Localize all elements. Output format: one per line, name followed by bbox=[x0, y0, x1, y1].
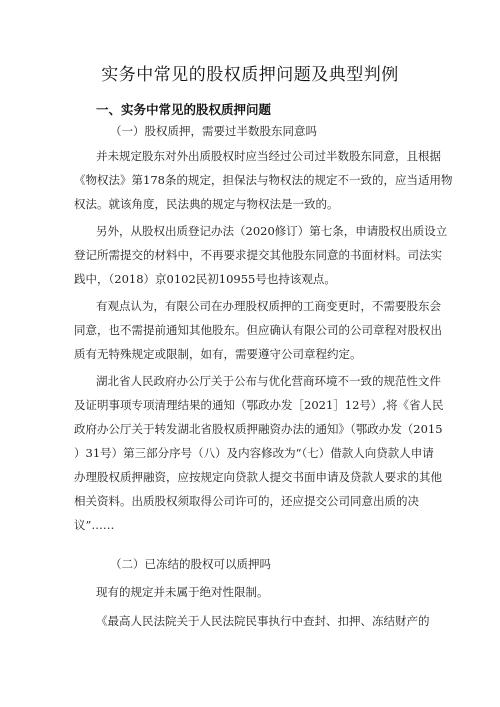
paragraph-line: 并未规定股东对外出质股权时应当经过公司过半数股东同意，且根据 bbox=[96, 149, 441, 163]
paragraph-line: 湖北省人民政府办公厅关于公布与优化营商环境不一致的规范性文件 bbox=[96, 374, 441, 388]
paragraph-line: 办理股权质押融资，应按规定向贷款人提交书面申请及贷款人要求的其他 bbox=[74, 470, 442, 484]
paragraph-line: 同意，也不需提前通知其他股东。但应确认有限公司的公司章程对股权出 bbox=[74, 323, 442, 337]
paragraph-line: 登记所需提交的材料中，不再要求提交其他股东同意的书面材料。司法实 bbox=[74, 248, 442, 262]
paragraph-line: 质有无特殊规定或限制，如有，需要遵守公司章程约定。 bbox=[74, 347, 362, 361]
paragraph-line: 《最高人民法院关于人民法院民事执行中查封、扣押、冻结财产的 bbox=[96, 614, 430, 628]
paragraph-line: 另外，从股权出质登记办法（2020修订）第七条，申请股权出质设立 bbox=[96, 224, 448, 238]
paragraph-line: 政府办公厅关于转发湖北省股权质押融资办法的通知》（鄂政办发（2015 bbox=[74, 422, 443, 436]
paragraph-line: 现有的规定并未属于绝对性限制。 bbox=[96, 585, 269, 599]
paragraph-line: 权法。就该角度，民法典的规定与物权法是一致的。 bbox=[74, 197, 339, 211]
paragraph-line: ）31号）第三部分序号（八）及内容修改为“（七）借款人向贷款人申请 bbox=[74, 446, 434, 460]
paragraph-line: 议”…… bbox=[74, 518, 115, 532]
subsection-heading: （二）已冻结的股权可以质押吗 bbox=[110, 557, 271, 571]
paragraph-line: 践中，（2018）京0102民初10955号也持该观点。 bbox=[74, 272, 336, 286]
paragraph-line: 《物权法》第178条的规定，担保法与物权法的规定不一致的，应当适用物 bbox=[74, 173, 453, 187]
paragraph-line: 有观点认为，有限公司在办理股权质押的工商变更时，不需要股东会 bbox=[96, 299, 441, 313]
document-title: 实务中常见的股权质押问题及典型判例 bbox=[101, 65, 399, 85]
paragraph-line: 及证明事项专项清理结果的通知（鄂政办发［2021］12号）,将《省人民 bbox=[74, 398, 444, 412]
section-heading: 一、实务中常见的股权质押问题 bbox=[96, 102, 272, 117]
paragraph-line: 相关资料。出质股权须取得公司许可的，还应提交公司同意出质的决 bbox=[74, 494, 419, 508]
subsection-heading: （一）股权质押，需要过半数股东同意吗 bbox=[110, 124, 317, 138]
